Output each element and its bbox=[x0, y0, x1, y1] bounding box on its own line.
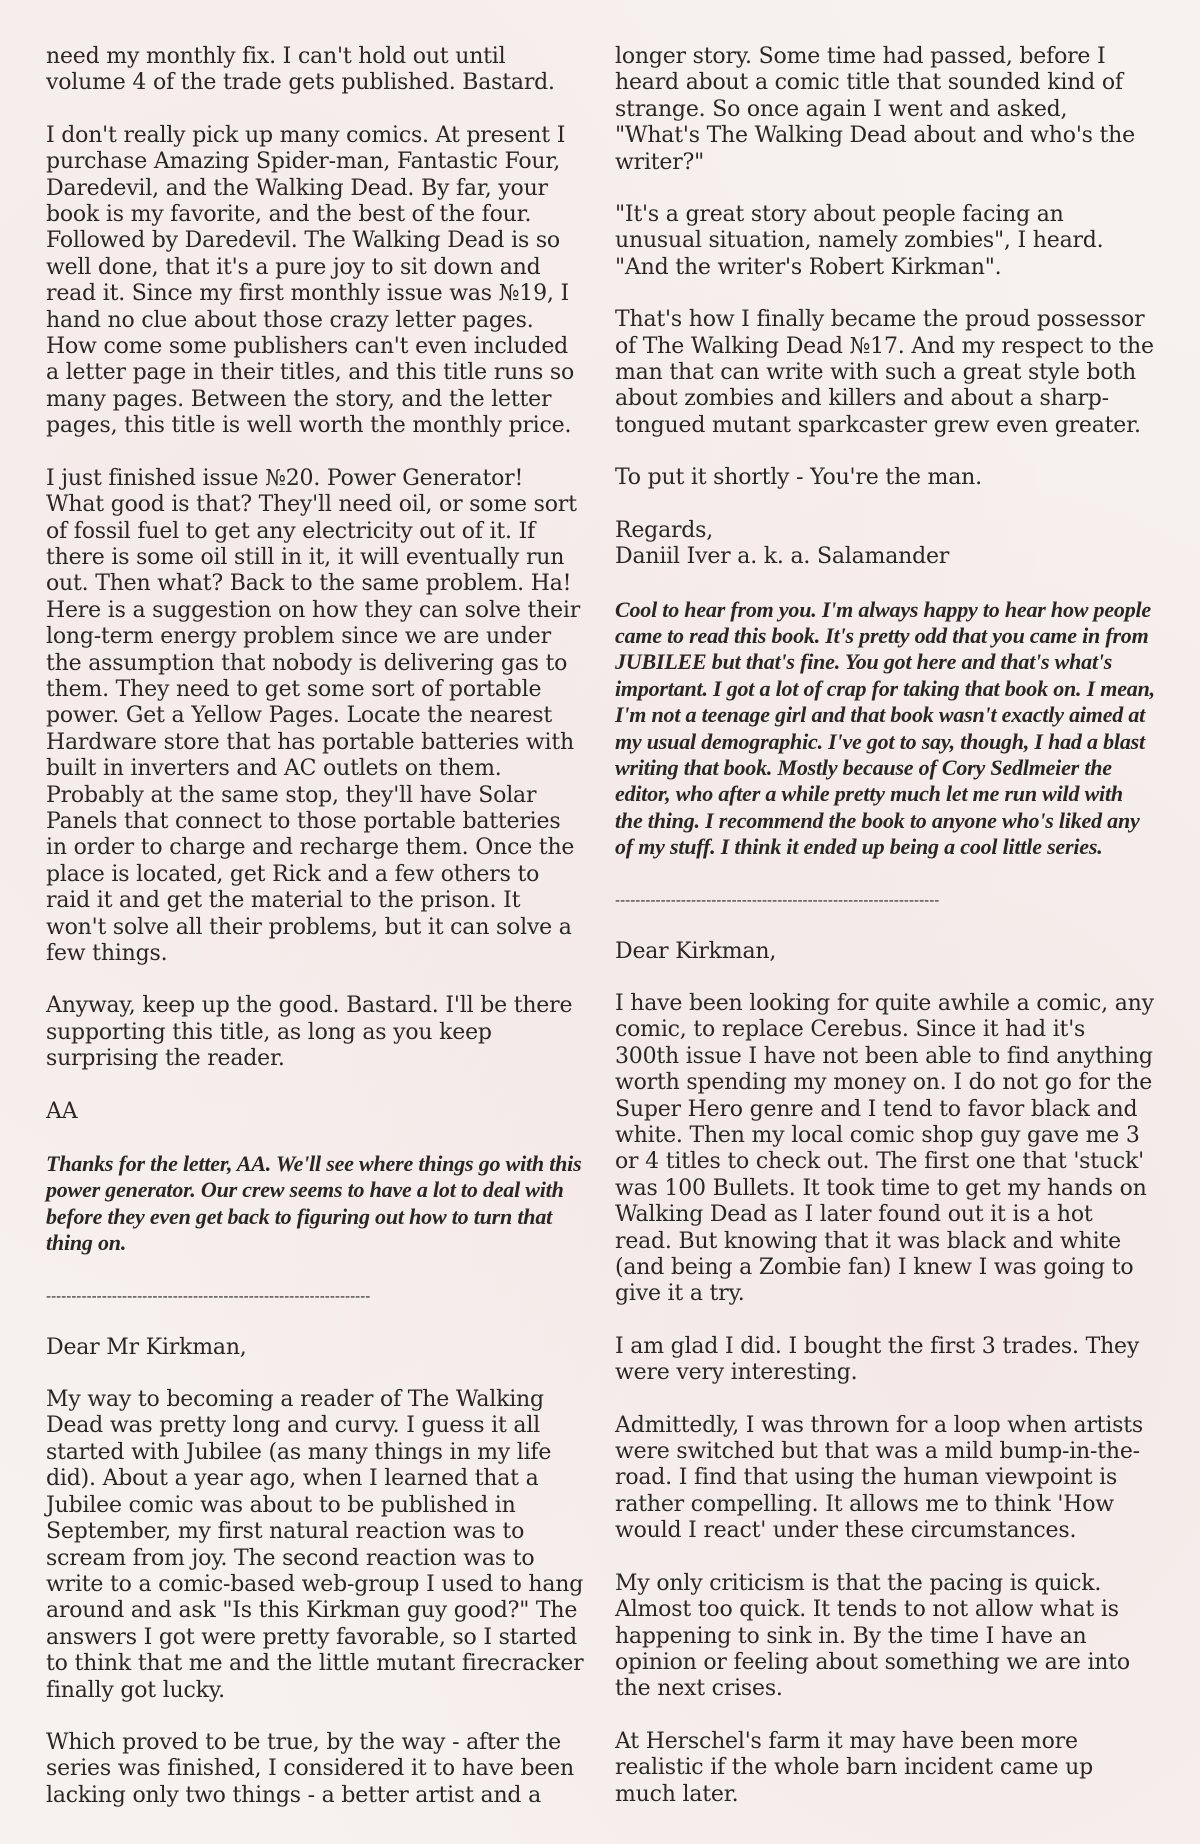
letter-paragraph: need my monthly fix. I can't hold out until volume 4 of the trade gets published. Bastard. bbox=[46, 44, 555, 96]
letter-paragraph: I just finished issue №20. Power Generator! What good is that? They'll need oil, or some sort of fossil fuel to get any electricity out of it. If there is some oil still in it, it will eventually run out. Then what? Back to the same problem. Ha! Here is a suggestion on how they can solve their long-term energy problem since we are under the assumption that nobody is delivering gas to them. They need to get some sort of portable power. Get a Yellow Pages. Locate the nearest Hardware store that has portable batteries with built in inverters and AC outlets on them. Probably at the same stop, they'll have Solar Panels that connect to those portable batteries in order to charge and recharge them. Once the place is located, get Rick and a few others to raid it and get the material to the prison. It won't solve all their problems, but it can solve a few things. bbox=[46, 465, 581, 966]
letter-paragraph: At Herschel's farm it may have been more realistic if the whole barn incident came up much later. bbox=[615, 1728, 1094, 1807]
editor-reply: Thanks for the letter, AA. We'll see where things go with this power generator. Our crew seems to have a lot to deal with before they even get back to figuring out how to turn that thing on. bbox=[46, 1151, 582, 1256]
letter-divider: ---------------------------------------------------------------- bbox=[615, 890, 940, 909]
letter-divider: ---------------------------------------------------------------- bbox=[46, 1286, 371, 1305]
letter-signoff: AA bbox=[46, 1098, 78, 1124]
letter-regards: Regards, bbox=[615, 517, 714, 543]
letter-paragraph: Admittedly, I was thrown for a loop when artists were switched but that was a mild bump-in-the-road. I find that using the human viewpoint is rather compelling. It allows me to think 'How would I react' under these circumstances. bbox=[615, 1412, 1143, 1544]
letter-paragraph: My only criticism is that the pacing is quick. Almost too quick. It tends to not allow what is happening to sink in. By the time I have an opinion or feeling about something we are into the next crises. bbox=[615, 1570, 1130, 1702]
letter-paragraph: longer story. Some time had passed, before I heard about a comic title that sounded kind of strange. So once again I went and asked, "What's The Walking Dead about and who's the writer?" bbox=[615, 44, 1135, 175]
letter-salutation: Dear Mr Kirkman, bbox=[46, 1334, 247, 1360]
letter-signature: Daniil Iver a. k. a. Salamander bbox=[615, 544, 950, 570]
letter-paragraph: Anyway, keep up the good. Bastard. I'll be there supporting this title, as long as you keep surprising the reader. bbox=[46, 993, 573, 1072]
letter-paragraph: My way to becoming a reader of The Walking Dead was pretty long and curvy. I guess it all started with Jubilee (as many things in my life did). About a year ago, when I learned that a Jubilee comic was about to be published in September, my first natural reaction was to scream from joy. The second reaction was to write to a comic-based web-group I used to hang around and ask "Is this Kirkman guy good?" The answers I got were pretty favorable, so I started to think that me and the little mutant firecracker finally got lucky. bbox=[46, 1387, 584, 1703]
letter-paragraph: To put it shortly - You're the man. bbox=[615, 465, 982, 491]
letter-paragraph: I have been looking for quite awhile a comic, any comic, to replace Cerebus. Since it had it's 300th issue I have not been able to find anything worth spending my money on. I do not go for the Super Hero genre and I tend to favor black and white. Then my local comic shop guy gave me 3 or 4 titles to check out. The first one that 'stuck' was 100 Bullets. It took time to get my hands on Walking Dead as I later found out it is a hot read. But knowing that it was black and white (and being a Zombie fan) I knew I was going to give it a try. bbox=[615, 990, 1154, 1307]
right-column bbox=[615, 44, 1155, 1834]
letter-salutation: Dear Kirkman, bbox=[615, 938, 777, 964]
letter-paragraph: I don't really pick up many comics. At present I purchase Amazing Spider-man, Fantastic Four, Daredevil, and the Walking Dead. By far, your book is my favorite, and the best of the four. Followed by Daredevil. The Walking Dead is so well done, that it's a pure joy to sit down and read it. Since my first monthly issue was №19, I hand no clue about those crazy letter pages. How come some publishers can't even included a letter page in their titles, and this title runs so many pages. Between the story, and the letter pages, this title is well worth the monthly price. bbox=[46, 122, 575, 439]
left-column bbox=[46, 44, 586, 1835]
editor-reply: Cool to hear from you. I'm always happy to hear how people came to read this book. It's pretty odd that you came in from JUBILEE but that's fine. You got here and that's what's important. I got a lot of crap for taking that book on. I mean, I'm not a teenage girl and that book wasn't exactly aimed at my usual demographic. I've got to say, though, I had a blast writing that book. Mostly because of Cory Sedlmeier the editor, who after a while pretty much let me run wild with the thing. I recommend the book to anyone who's liked any of my stuff. I think it ended up being a cool little series. bbox=[615, 596, 1155, 860]
letter-paragraph: I am glad I did. I bought the first 3 trades. They were very interesting. bbox=[615, 1333, 1140, 1386]
letter-paragraph: "It's a great story about people facing an unusual situation, namely zombies", I heard. "And the writer's Robert Kirkman". bbox=[615, 202, 1104, 280]
letter-paragraph: Which proved to be true, by the way - after the series was finished, I considered it to have been lacking only two things - a better artist and a bbox=[46, 1729, 574, 1808]
letter-paragraph: That's how I finally became the proud possessor of The Walking Dead №17. And my respect to the man that can write with such a great style both about zombies and killers and about a sharp-tongued mutant sparkcaster grew even greater. bbox=[615, 307, 1154, 438]
